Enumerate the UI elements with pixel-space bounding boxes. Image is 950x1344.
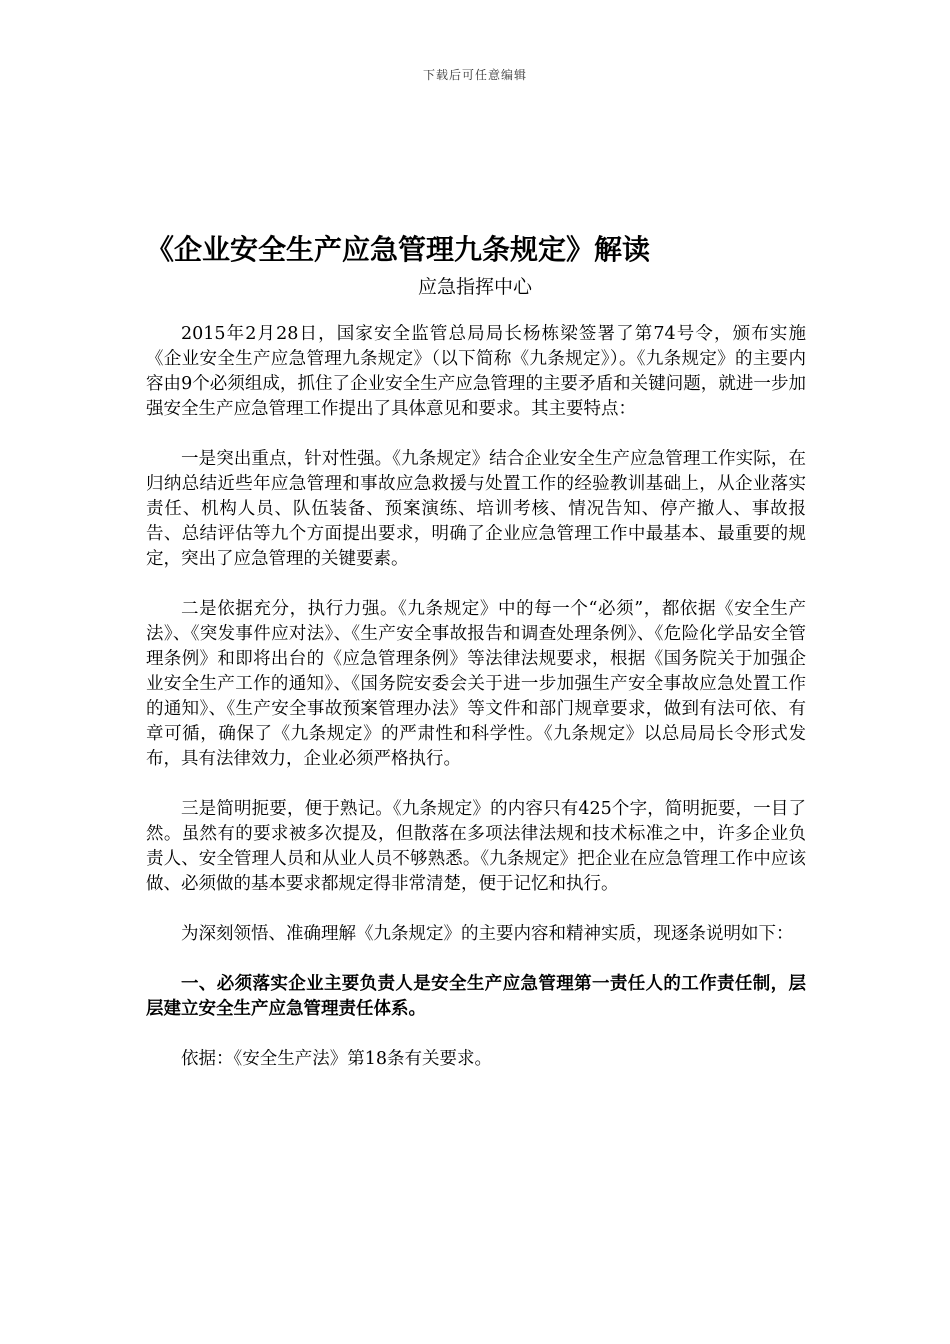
feature-paragraph-3: 三是简明扼要，便于熟记。《九条规定》的内容只有425个字，简明扼要，一目了然。虽然有的要求被多次提及，但散落在多项法律法规和技术标准之中，许多企业负责人、安全管理人员和从业人员不够熟悉。《九条规定》把企业在应急管理工作中应该做、必须做的基本要求都规定得非常清楚，便于记忆和执行。 xyxy=(146,799,806,894)
document-subtitle: 应急指挥中心 xyxy=(417,276,532,298)
transition-paragraph: 为深刻领悟、准确理解《九条规定》的主要内容和精神实质，现逐条说明如下： xyxy=(181,924,794,944)
header-note: 下载后可任意编辑 xyxy=(422,68,527,82)
section-heading-1: 一、必须落实企业主要负责人是安全生产应急管理第一责任人的工作责任制，层层建立安全生产应急管理责任体系。 xyxy=(146,974,806,1019)
document-body xyxy=(146,322,806,1097)
feature-paragraph-2: 二是依据充分，执行力强。《九条规定》中的每一个“必须”，都依据《安全生产法》、《突发事件应对法》、《生产安全事故报告和调查处理条例》、《危险化学品安全管理条例》和即将出台的《应急管理条例》等法律法规要求，根据《国务院关于加强企业安全生产工作的通知》、《国务院安委会关于进一步加强生产安全事故应急处置工作的通知》、《生产安全事故预案管理办法》等文件和部门规章要求，做到有法可依、有章可循，确保了《九条规定》的严肃性和科学性。《九条规定》以总局局长令形式发布，具有法律效力，企业必须严格执行。 xyxy=(146,599,806,769)
feature-paragraph-1: 一是突出重点，针对性强。《九条规定》结合企业安全生产应急管理工作实际，在归纳总结近些年应急管理和事故应急救援与处置工作的经验教训基础上，从企业落实责任、机构人员、队伍装备、预案演练、培训考核、情况告知、停产撤人、事故报告、总结评估等九个方面提出要求，明确了企业应急管理工作中最基本、最重要的规定，突出了应急管理的关键要素。 xyxy=(146,449,806,569)
basis-paragraph: 依据：《安全生产法》第18条有关要求。 xyxy=(181,1049,493,1069)
intro-paragraph: 2015年2月28日，国家安全监管总局局长杨栋梁签署了第74号令，颁布实施《企业安全生产应急管理九条规定》（以下简称《九条规定》）。《九条规定》的主要内容由9个必须组成，抓住了企业安全生产应急管理的主要矛盾和关键问题，就进一步加强安全生产应急管理工作提出了具体意见和要求。其主要特点： xyxy=(146,324,806,419)
document-title: 《企业安全生产应急管理九条规定》解读 xyxy=(146,233,651,266)
